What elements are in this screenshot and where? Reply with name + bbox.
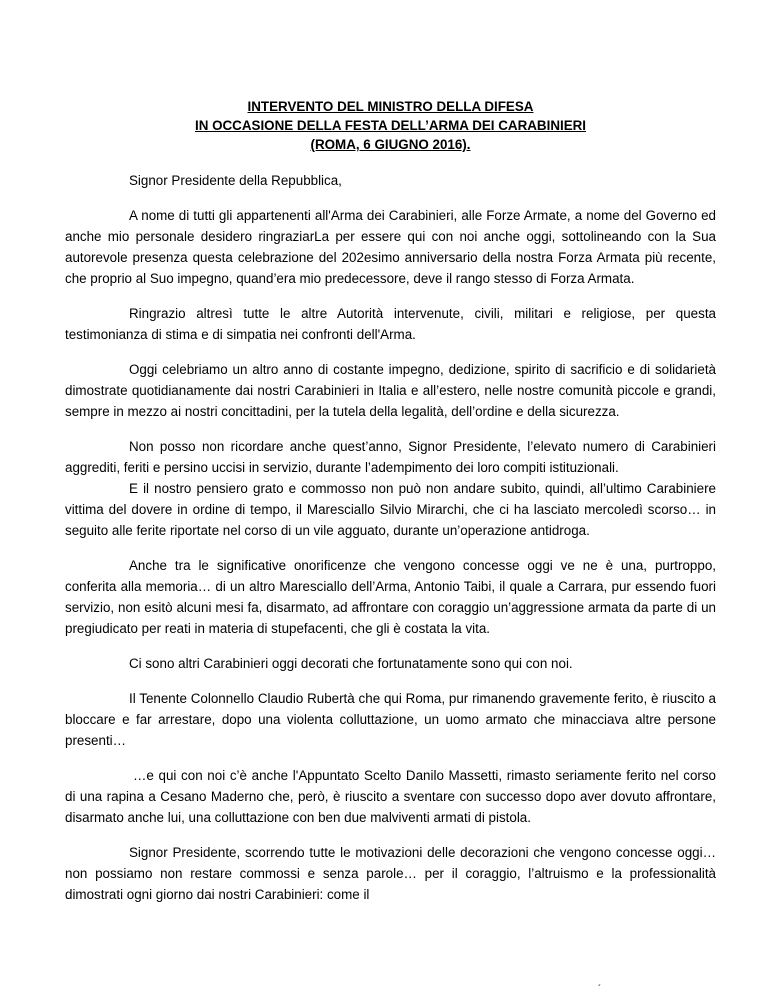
paragraph-mirarchi: E il nostro pensiero grato e commosso non può non andare subito, quindi, all’ultimo Carabiniere vittima del dovere in ordine di tempo, il Maresciallo Silvio Mirarchi, che ci ha lasciato mercoledì scorso… in seguito alle ferite riportate nel corso di un vile agguato, durante un’operazione antidroga. <box>65 481 716 538</box>
paragraph-celebration: Oggi celebriamo un altro anno di costante impegno, dedizione, spirito di sacrificio e di solidarietà dimostrate quotidianamente dai nostri Carabinieri in Italia e all’estero, nelle nostre comunità piccole e grandi, sempre in mezzo ai nostri concittadini, per la tutela della legalità, dell’ordine e della sicurezza. <box>65 362 716 419</box>
heading-line-2: IN OCCASIONE DELLA FESTA DELL’ARMA DEI CARABINIERI <box>194 118 587 133</box>
heading-line-1: INTERVENTO DEL MINISTRO DELLA DIFESA <box>247 99 534 114</box>
paragraph-massetti: …e qui con noi c’è anche l'Appuntato Scelto Danilo Massetti, rimasto seriamente ferito nel corso di una rapina a Cesano Maderno che, però, è riuscito a sventare con successo dopo aver dovuto affrontare, disarmato anche lui, una colluttazione con ben due malviventi armati di pistola. <box>65 768 716 825</box>
paragraph-ruberta: Il Tenente Colonnello Claudio Rubertà che qui Roma, pur rimanendo gravemente ferito, è riuscito a bloccare e far arrestare, dopo una violenta colluttazione, un uomo armato che minacciava altre persone presenti… <box>65 691 716 748</box>
paragraph-taibi: Anche tra le significative onorificenze che vengono concesse oggi ve ne è una, purtroppo, conferita alla memoria… di un altro Maresciallo dell’Arma, Antonio Taibi, il quale a Carrara, pur essendo fuori servizio, non esitò alcuni mesi fa, disarmato, ad affrontare con coraggio un’aggressione armata da parte di un pregiudicato per reati in materia di stupefacenti, che gli è costata la vita. <box>65 558 716 636</box>
document-heading <box>65 97 716 154</box>
page-tail-mark: ´ <box>598 984 602 995</box>
salutation: Signor Presidente della Repubblica, <box>129 173 342 188</box>
paragraph-motivations: Signor Presidente, scorrendo tutte le motivazioni delle decorazioni che vengono concesse oggi… non possiamo non restare commossi e senza parole… per il coraggio, l’altruismo e la professionalità dimostrati ogni giorno dai nostri Carabinieri: come il <box>65 845 716 902</box>
heading-line-3: (ROMA, 6 GIUGNO 2016). <box>310 137 471 152</box>
paragraph-decorated: Ci sono altri Carabinieri oggi decorati che fortunatamente sono qui con noi. <box>129 656 573 671</box>
paragraph-victims: Non posso non ricordare anche quest’anno, Signor Presidente, l’elevato numero di Carabinieri aggrediti, feriti e persino uccisi in servizio, durante l’adempimento dei loro compiti istituzionali. <box>65 439 716 475</box>
paragraph-authorities: Ringrazio altresì tutte le altre Autorità intervenute, civili, militari e religiose, per questa testimonianza di stima e di simpatia nei confronti dell'Arma. <box>65 306 716 342</box>
paragraph-thanks: A nome di tutti gli appartenenti all'Arma dei Carabinieri, alle Forze Armate, a nome del Governo ed anche mio personale desidero ringraziarLa per essere qui con noi anche oggi, sottolineando con la Sua autorevole presenza questa celebrazione del 202esimo anniversario della nostra Forza Armata più recente, che proprio al Suo impegno, quand’era mio predecessore, deve il rango stesso di Forza Armata. <box>65 208 716 286</box>
